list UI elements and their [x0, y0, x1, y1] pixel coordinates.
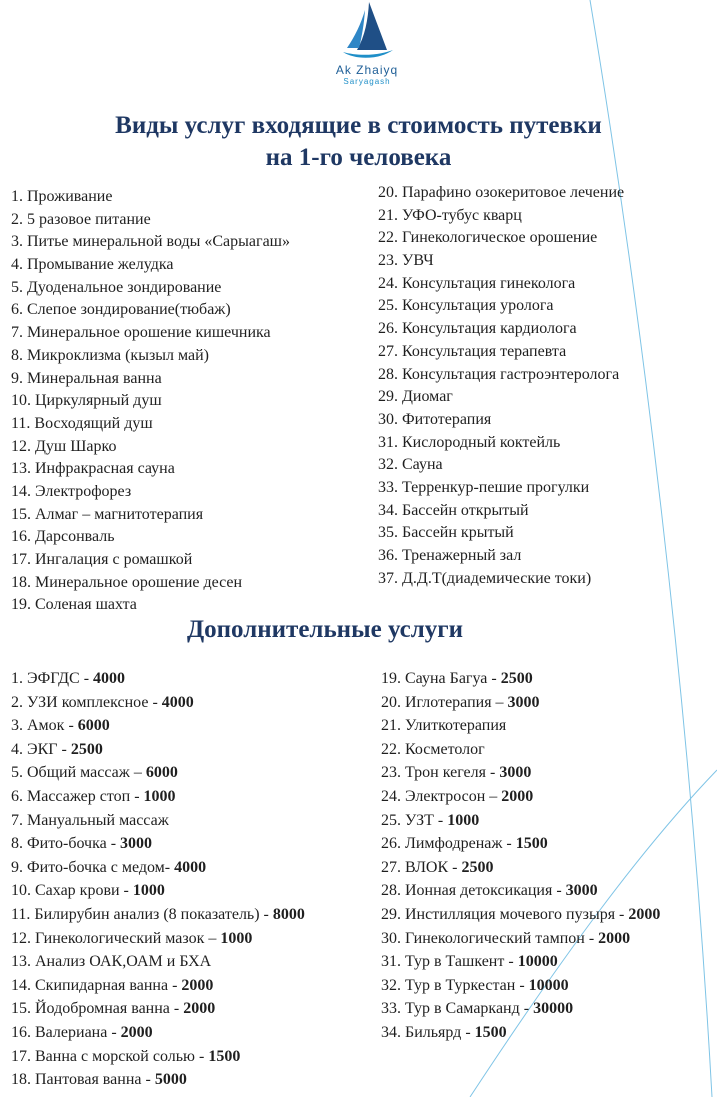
list-item: [11, 299, 290, 322]
item-number: 27.: [381, 858, 401, 876]
item-text: Дуоденальное зондирование: [27, 278, 222, 296]
item-price: 6000: [145, 764, 178, 782]
list-item: [378, 522, 624, 545]
additional-services-title: Дополнительные услуги: [186, 616, 464, 643]
item-text: Электросон –: [405, 787, 498, 805]
item-text: Инстилляция мочевого пузыря -: [405, 905, 625, 923]
item-number: 5.: [11, 278, 23, 296]
item-number: 11.: [11, 414, 31, 432]
list-item: [381, 761, 660, 785]
item-text: Минеральное орошение кишечника: [27, 324, 271, 342]
item-text: Инфракрасная сауна: [35, 460, 175, 478]
item-number: 32.: [381, 976, 401, 994]
item-text: УФО-тубус кварц: [402, 206, 522, 224]
sailboat-icon: [335, 0, 399, 62]
item-text: ЭКГ -: [27, 740, 67, 758]
item-number: 10.: [11, 392, 31, 410]
item-number: 32.: [378, 456, 398, 474]
item-number: 7.: [11, 811, 23, 829]
list-item: [381, 809, 660, 833]
list-item: [378, 454, 624, 477]
item-number: 34.: [378, 501, 398, 519]
list-item: [11, 209, 290, 232]
list-item: [11, 504, 290, 527]
list-item: [11, 1068, 305, 1092]
item-price: 2500: [70, 740, 103, 758]
item-text: Гинекологическое орошение: [402, 229, 598, 247]
item-number: 10.: [11, 882, 31, 900]
item-text: Фито-бочка -: [27, 835, 117, 853]
list-item: [378, 318, 624, 341]
list-item: [378, 386, 624, 409]
list-item: [381, 832, 660, 856]
item-text: Гинекологический мазок –: [35, 929, 217, 947]
item-text: Бильярд -: [405, 1023, 471, 1041]
item-number: 14.: [11, 482, 31, 500]
item-price: 2000: [628, 905, 661, 923]
item-number: 30.: [381, 929, 401, 947]
item-number: 19.: [11, 596, 31, 614]
item-text: Консультация уролога: [402, 297, 554, 315]
list-item: [11, 738, 305, 762]
item-text: Йодобромная ванна -: [35, 1000, 180, 1018]
item-number: 21.: [381, 717, 401, 735]
list-item: [11, 254, 290, 277]
item-number: 22.: [381, 740, 401, 758]
list-item: [11, 436, 290, 459]
item-text: Минеральное орошение десен: [35, 573, 243, 591]
list-item: [11, 390, 290, 413]
item-text: Тур в Ташкент -: [405, 953, 514, 971]
item-price: 2000: [598, 929, 631, 947]
item-text: Электрофорез: [35, 482, 132, 500]
list-item: [381, 714, 660, 738]
list-item: [378, 409, 624, 432]
item-number: 25.: [381, 811, 401, 829]
item-text: Консультация кардиолога: [402, 320, 577, 338]
item-number: 21.: [378, 206, 398, 224]
item-price: 2000: [183, 1000, 216, 1018]
item-number: 4.: [11, 256, 23, 274]
item-text: Терренкур-пешие прогулки: [402, 478, 590, 496]
item-price: 1500: [515, 835, 548, 853]
list-item: [11, 997, 305, 1021]
list-item: [11, 231, 290, 254]
list-item: [381, 738, 660, 762]
item-text: Микроклизма (кызыл май): [27, 346, 210, 364]
list-item: [381, 691, 660, 715]
item-number: 3.: [11, 233, 23, 251]
item-text: УЗТ -: [405, 811, 444, 829]
item-text: Д.Д.Т(диадемические токи): [402, 569, 592, 587]
item-number: 20.: [378, 184, 398, 201]
list-item: [381, 785, 660, 809]
item-number: 25.: [378, 297, 398, 315]
list-item: [11, 526, 290, 549]
item-text: УЗИ комплексное -: [27, 693, 158, 711]
item-text: Питье минеральной воды «Сарыагаш»: [27, 233, 290, 251]
item-number: 17.: [11, 551, 31, 568]
list-item: [11, 761, 305, 785]
item-text: Консультация гинеколога: [402, 274, 576, 292]
item-number: 29.: [381, 905, 401, 923]
item-number: 6.: [11, 301, 23, 319]
list-item: [378, 477, 624, 500]
list-item: [378, 568, 624, 591]
item-text: Улиткотерапия: [405, 717, 507, 735]
list-item: [378, 205, 624, 228]
item-number: 16.: [11, 1023, 31, 1041]
item-text: Фитотерапия: [402, 410, 492, 428]
item-text: Тур в Самарканд -: [405, 1000, 530, 1018]
item-price: 30000: [533, 1000, 574, 1018]
list-item: [11, 809, 305, 833]
item-number: 15.: [11, 505, 31, 523]
item-price: 3000: [565, 882, 598, 900]
item-price: 4000: [161, 693, 194, 711]
item-price: 5000: [154, 1071, 187, 1089]
list-item: [11, 572, 290, 595]
brand-name: Ak Zhaiyq: [335, 63, 399, 77]
item-number: 19.: [381, 670, 401, 687]
item-price: 10000: [517, 953, 558, 971]
list-item: [381, 1021, 660, 1045]
item-number: 9.: [11, 369, 23, 387]
item-number: 28.: [381, 882, 401, 900]
item-text: Бассейн открытый: [402, 501, 529, 519]
item-text: Тур в Туркестан -: [405, 976, 525, 994]
item-number: 2.: [11, 210, 23, 228]
item-price: 2000: [501, 787, 534, 805]
item-text: Косметолог: [405, 740, 485, 758]
item-number: 2.: [11, 693, 23, 711]
item-text: Иглотерапия –: [405, 693, 504, 711]
item-number: 22.: [378, 229, 398, 247]
item-text: Лимфодренаж -: [405, 835, 512, 853]
item-text: Анализ ОАК,ОАМ и БХА: [35, 953, 212, 971]
item-number: 23.: [378, 252, 398, 270]
list-item: [11, 785, 305, 809]
item-number: 23.: [381, 764, 401, 782]
item-number: 30.: [378, 410, 398, 428]
item-text: Проживание: [27, 188, 113, 205]
item-text: Алмаг – магнитотерапия: [35, 505, 204, 523]
item-price: 2500: [461, 858, 494, 876]
item-text: ЭФГДС -: [27, 670, 90, 687]
list-item: [11, 832, 305, 856]
item-text: Амок -: [27, 717, 74, 735]
item-number: 31.: [381, 953, 401, 971]
item-text: Тренажерный зал: [402, 547, 522, 564]
page-title: Виды услуг входящие в стоимость путевки: [115, 112, 602, 139]
item-number: 8.: [11, 835, 23, 853]
item-number: 24.: [378, 274, 398, 292]
list-item: [11, 345, 290, 368]
item-number: 37.: [378, 569, 398, 587]
list-item: [11, 856, 305, 880]
item-price: 3000: [507, 693, 540, 711]
item-text: Кислородный коктейль: [402, 433, 561, 451]
item-number: 11.: [11, 905, 31, 923]
list-item: [11, 322, 290, 345]
list-item: [381, 856, 660, 880]
item-text: Массажер стоп -: [27, 787, 140, 805]
list-item: [11, 927, 305, 951]
item-number: 12.: [11, 437, 31, 455]
item-price: 8000: [272, 905, 305, 923]
list-item: [381, 950, 660, 974]
item-price: 1000: [143, 787, 176, 805]
item-text: Общий массаж –: [27, 764, 142, 782]
list-item: [378, 432, 624, 455]
item-text: Соленая шахта: [35, 596, 137, 614]
list-item: [381, 667, 660, 691]
company-logo: [322, 0, 412, 100]
item-text: УВЧ: [402, 252, 434, 270]
item-text: Билирубин анализ (8 показатель) -: [34, 905, 269, 923]
list-item: [11, 950, 305, 974]
list-item: [11, 691, 305, 715]
item-text: Ванна с морской солью -: [35, 1047, 205, 1065]
item-text: Ионная детоксикация -: [405, 882, 562, 900]
item-text: Циркулярный душ: [35, 392, 162, 410]
item-number: 5.: [11, 764, 23, 782]
item-number: 20.: [381, 693, 401, 711]
list-item: [11, 549, 290, 572]
item-text: Мануальный массаж: [27, 811, 169, 829]
item-text: Фито-бочка с медом-: [27, 858, 171, 876]
list-item: [11, 714, 305, 738]
list-item: [381, 997, 660, 1021]
item-price: 10000: [528, 976, 569, 994]
item-price: 1000: [447, 811, 480, 829]
item-text: Сауна: [402, 456, 443, 474]
item-number: 8.: [11, 346, 23, 364]
item-number: 27.: [378, 342, 398, 360]
item-text: Сауна Багуа -: [405, 670, 497, 687]
list-item: [381, 879, 660, 903]
page-subtitle: на 1-го человека: [265, 144, 452, 171]
item-number: 28.: [378, 365, 398, 383]
item-price: 1000: [220, 929, 253, 947]
list-item: [11, 277, 290, 300]
item-text: Диомаг: [402, 388, 453, 406]
item-price: 6000: [77, 717, 110, 735]
list-item: [11, 974, 305, 998]
item-number: 7.: [11, 324, 23, 342]
item-number: 6.: [11, 787, 23, 805]
list-item: [11, 413, 290, 436]
item-number: 26.: [381, 835, 401, 853]
item-number: 33.: [381, 1000, 401, 1018]
item-text: Скипидарная ванна -: [35, 976, 178, 994]
list-item: [11, 1021, 305, 1045]
included-services-list-right: [378, 182, 624, 590]
list-item: [11, 903, 305, 927]
item-text: ВЛОК -: [405, 858, 458, 876]
list-item: [11, 368, 290, 391]
item-text: 5 разовое питание: [27, 210, 151, 228]
list-item: [378, 250, 624, 273]
item-number: 3.: [11, 717, 23, 735]
item-text: Слепое зондирование(тюбаж): [27, 301, 231, 319]
item-number: 1.: [11, 188, 23, 205]
item-price: 3000: [120, 835, 153, 853]
item-text: Восходящий душ: [34, 414, 153, 432]
item-number: 18.: [11, 1071, 31, 1089]
item-text: Пантовая ванна -: [35, 1071, 151, 1089]
list-item: [381, 927, 660, 951]
item-price: 1500: [208, 1047, 241, 1065]
list-item: [11, 186, 290, 209]
item-text: Дарсонваль: [35, 528, 115, 546]
item-text: Бассейн крытый: [402, 524, 514, 542]
item-text: Консультация гастроэнтеролога: [402, 365, 620, 383]
item-price: 2000: [181, 976, 214, 994]
brand-subtitle: Saryagash: [343, 77, 391, 86]
list-item: [378, 182, 624, 205]
list-item: [378, 500, 624, 523]
item-price: 4000: [93, 670, 126, 687]
item-price: 1000: [132, 882, 165, 900]
item-number: 13.: [11, 460, 31, 478]
item-text: Душ Шарко: [35, 437, 117, 455]
item-number: 18.: [11, 573, 31, 591]
item-price: 1500: [474, 1023, 507, 1041]
additional-services-list-left: [11, 667, 305, 1092]
list-item: [378, 341, 624, 364]
item-text: Парафино озокеритовое лечение: [402, 184, 625, 201]
list-item: [11, 481, 290, 504]
list-item: [378, 545, 624, 568]
list-item: [378, 364, 624, 387]
item-price: 4000: [174, 858, 207, 876]
item-text: Трон кегеля -: [405, 764, 496, 782]
item-number: 34.: [381, 1023, 401, 1041]
item-number: 15.: [11, 1000, 31, 1018]
list-item: [11, 667, 305, 691]
item-number: 17.: [11, 1047, 31, 1065]
item-number: 33.: [378, 478, 398, 496]
item-number: 36.: [378, 547, 398, 564]
additional-services-list-right: [381, 667, 660, 1045]
item-number: 4.: [11, 740, 23, 758]
item-number: 12.: [11, 929, 31, 947]
item-price: 2000: [120, 1023, 153, 1041]
list-item: [378, 295, 624, 318]
item-price: 3000: [499, 764, 532, 782]
list-item: [11, 879, 305, 903]
item-number: 1.: [11, 670, 23, 687]
item-text: Гинекологический тампон -: [405, 929, 595, 947]
item-text: Консультация терапевта: [402, 342, 567, 360]
item-number: 13.: [11, 953, 31, 971]
item-text: Промывание желудка: [27, 256, 174, 274]
item-price: 2500: [500, 670, 533, 687]
item-text: Сахар крови -: [35, 882, 129, 900]
list-item: [381, 974, 660, 998]
item-number: 9.: [11, 858, 23, 876]
item-number: 24.: [381, 787, 401, 805]
included-services-list-left: [11, 186, 290, 617]
list-item: [11, 1045, 305, 1069]
item-text: Валериана -: [35, 1023, 117, 1041]
list-item: [378, 227, 624, 250]
item-text: Ингалация с ромашкой: [35, 551, 193, 568]
item-number: 14.: [11, 976, 31, 994]
list-item: [381, 903, 660, 927]
item-text: Минеральная ванна: [27, 369, 162, 387]
item-number: 26.: [378, 320, 398, 338]
list-item: [11, 458, 290, 481]
item-number: 29.: [378, 388, 398, 406]
item-number: 16.: [11, 528, 31, 546]
list-item: [378, 273, 624, 296]
item-number: 35.: [378, 524, 398, 542]
item-number: 31.: [378, 433, 398, 451]
